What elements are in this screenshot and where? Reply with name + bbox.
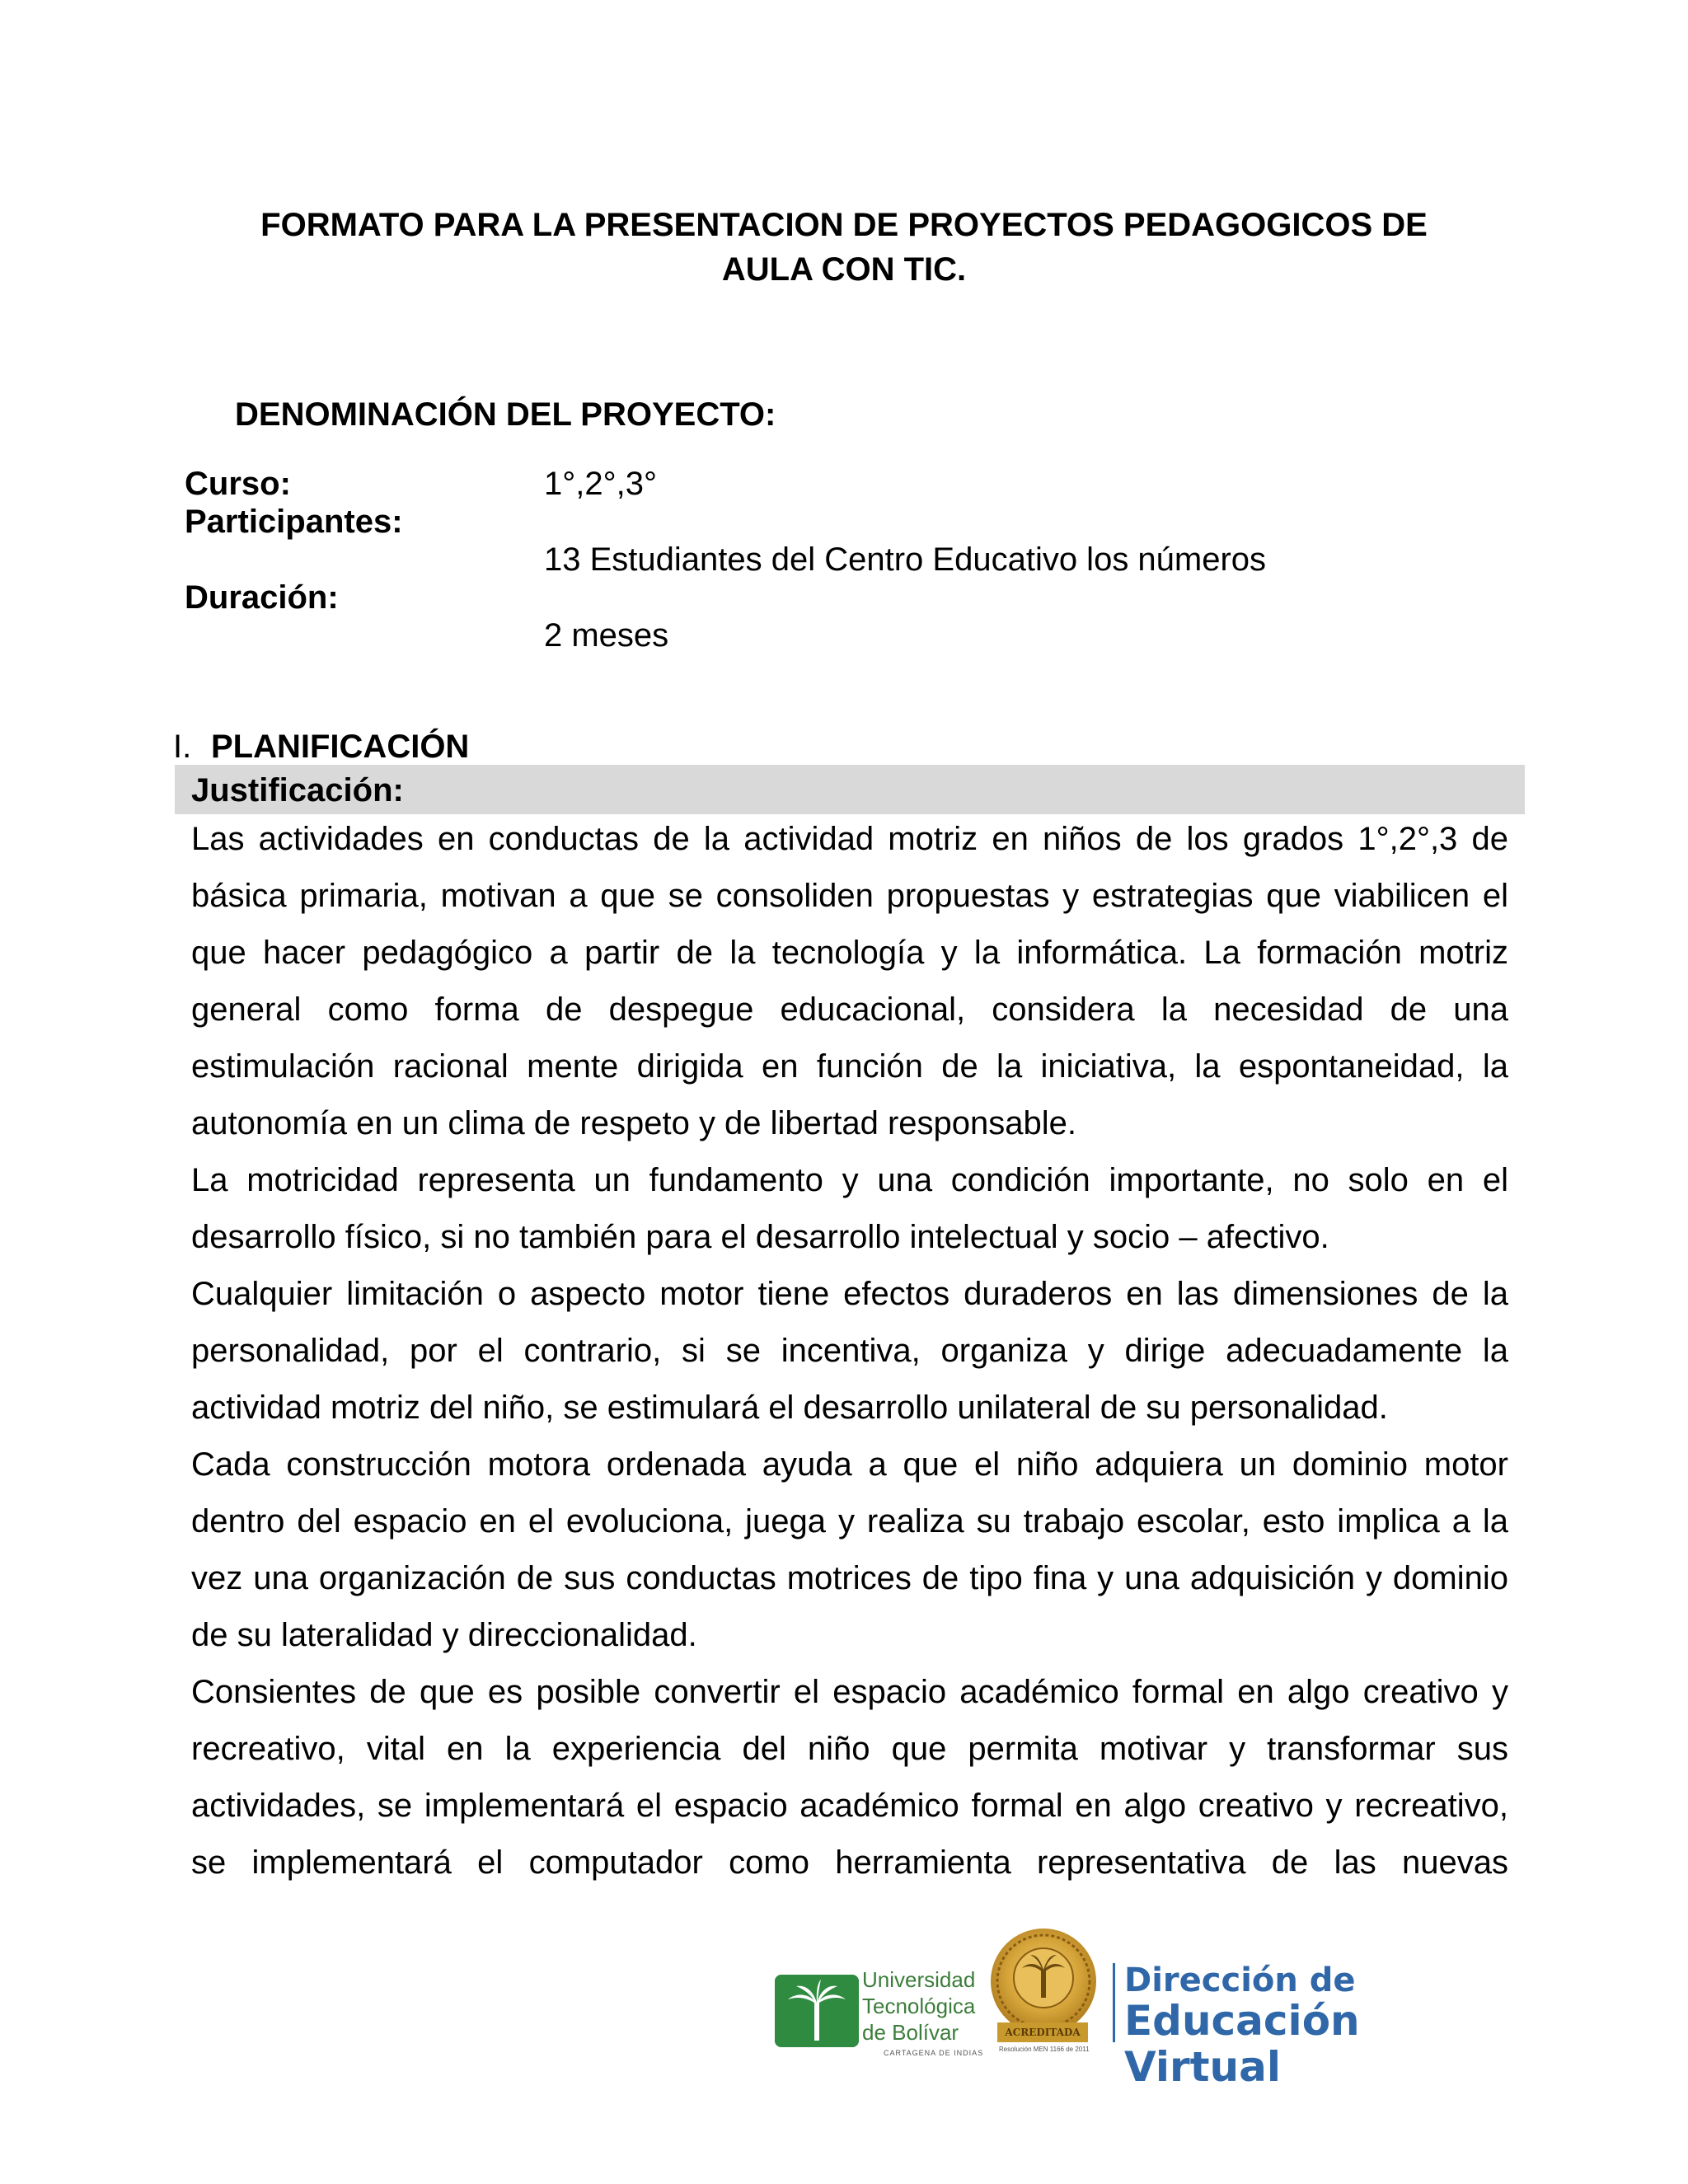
title-line-2: AULA CON TIC. [721,251,967,288]
accreditation-seal-icon [991,1929,1096,2034]
seal-caption: Resolución MEN 1166 de 2011 [999,2046,1090,2053]
justificacion-label: Justificación: [191,772,404,808]
section-number: I. [173,729,192,765]
paragraph: La motricidad representa un fundamento y una condición importante, no solo en el desarrollo físico, si no también para el desarrollo intelectual y socio – afectivo. [191,1162,1508,1255]
paragraph: Cada construcción motora ordenada ayuda a que el niño adquiera un dominio motor dentro del espacio en el evoluciona, juega y realiza su trabajo escolar, esto implica a la vez una organización de sus conductas motrices de tipo fina y una adquisición y dominio de su lateralidad y direccionalidad. [191,1446,1508,1653]
section-title: PLANIFICACIÓN [211,729,470,765]
justificacion-body [191,811,1508,1891]
seal-band-text: ACREDITADA [997,2022,1088,2042]
utb-name [862,1966,978,2046]
dev-title-line-1: Dirección de [1124,1961,1356,1999]
footer-logos [775,1925,1434,2091]
utb-line: Universidad [862,1967,976,1992]
curso-value: 1°,2°,3° [544,466,657,502]
title-line-1: FORMATO PARA LA PRESENTACION DE PROYECTOS PEDAGOGICOS DE [260,207,1428,243]
participantes-label: Participantes: [185,504,403,540]
section-heading [173,725,469,768]
project-name-label: DENOMINACIÓN DEL PROYECTO: [235,396,776,433]
duracion-value: 2 meses [544,617,669,654]
logo-divider [1113,1963,1115,2042]
utb-line: Tecnológica [862,1994,976,2018]
utb-city: CARTAGENA DE INDIAS [884,2049,984,2057]
participantes-value: 13 Estudiantes del Centro Educativo los números [544,541,1267,578]
duracion-label: Duración: [185,579,339,616]
curso-label: Curso: [185,466,291,502]
dev-title-line-2: Educación Virtual [1124,1997,1360,2091]
paragraph: Las actividades en conductas de la actividad motriz en niños de los grados 1°,2°,3 de básica primaria, motivan a que se consoliden propuestas y estrategias que viabilicen el que hacer pedagógico a partir de la tecnología y la informática. La formación motriz general como forma de despegue educacional, considera la necesidad de una estimulación racional mente dirigida en función de la iniciativa, la espontaneidad, la autonomía en un clima de respeto y de libertad responsable. [191,821,1508,1141]
paragraph: Cualquier limitación o aspecto motor tiene efectos duraderos en las dimensiones de la personalidad, por el contrario, si se incentiva, organiza y dirige adecuadamente la actividad motriz del niño, se estimulará el desarrollo unilateral de su personalidad. [191,1276,1508,1426]
document-title [165,203,1523,292]
utb-line: de Bolívar [862,2020,959,2045]
utb-palm-logo-icon [775,1975,859,2047]
paragraph: Consientes de que es posible convertir el espacio académico formal en algo creativo y recreativo, vital en la experiencia del niño que permita motivar y transformar sus actividades, se implementará el espacio académico formal en algo creativo y recreativo, se implementará el computador como herramienta representativa de las nuevas [191,1674,1508,1881]
